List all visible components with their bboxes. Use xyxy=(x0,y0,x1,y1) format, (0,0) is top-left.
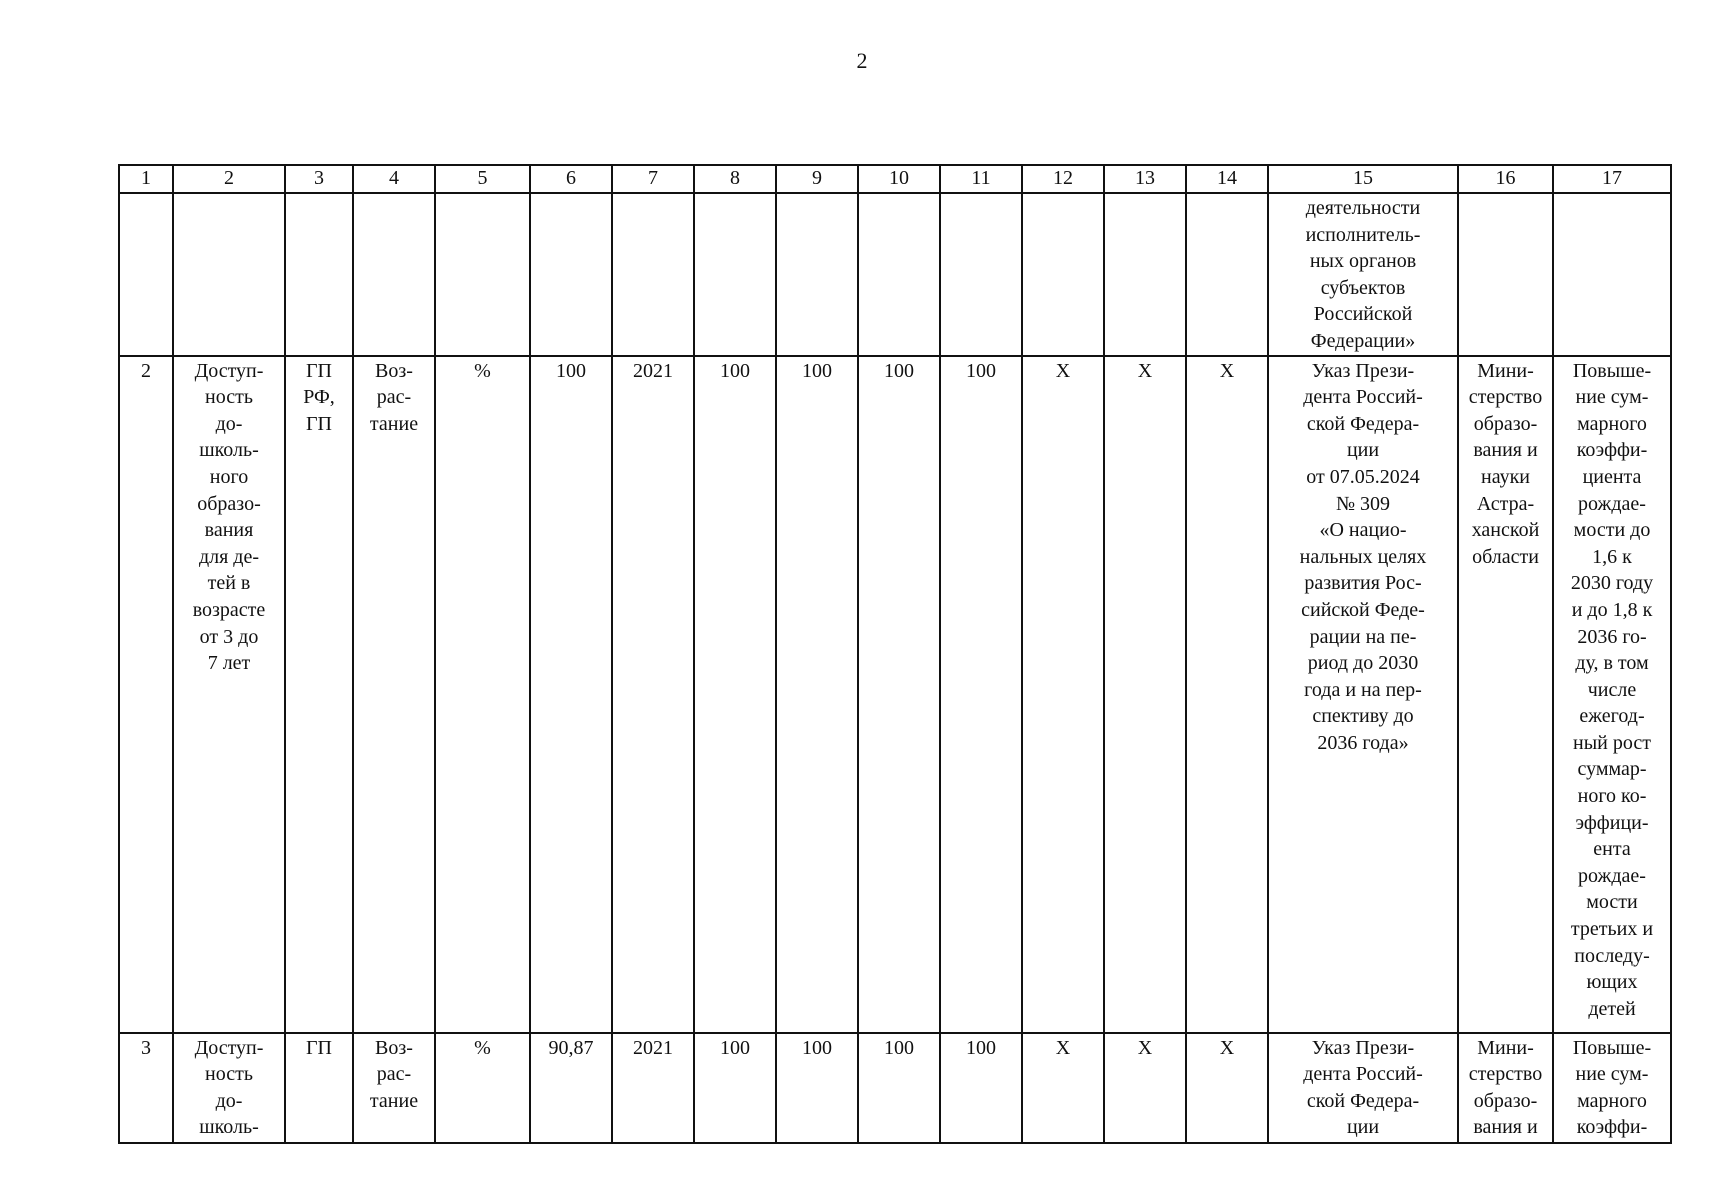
trend-cell: Воз- рас- тание xyxy=(353,356,435,1033)
table-cell xyxy=(776,193,858,356)
table-row xyxy=(119,356,1671,1033)
column-header: 16 xyxy=(1458,165,1553,193)
column-header: 5 xyxy=(435,165,530,193)
unit-cell: % xyxy=(435,356,530,1033)
value-cell: X xyxy=(1022,1033,1104,1143)
column-header: 4 xyxy=(353,165,435,193)
column-header: 10 xyxy=(858,165,940,193)
base-year-cell: 2021 xyxy=(612,356,694,1033)
column-number-row xyxy=(119,165,1671,193)
table-cell xyxy=(612,193,694,356)
column-header: 7 xyxy=(612,165,694,193)
value-cell: 100 xyxy=(694,356,776,1033)
column-header: 3 xyxy=(285,165,353,193)
column-header: 15 xyxy=(1268,165,1458,193)
base-value-cell: 90,87 xyxy=(530,1033,612,1143)
value-cell: 100 xyxy=(858,1033,940,1143)
row-number-cell: 2 xyxy=(119,356,173,1033)
table-row xyxy=(119,1033,1671,1143)
goal-link-cell: Повыше- ние сум- марного коэффи- циента рождае- мости до 1,6 к 2030 году и до 1,8 к 2036 го- ду, в том числе ежегод- ный рост суммар- ного ко- эффици- ента рождае- мости третьих и последу- ющих детей xyxy=(1553,356,1671,1033)
row-number-cell: 3 xyxy=(119,1033,173,1143)
legal-basis-cell: Указ Прези- дента Россий- ской Федера- ции от 07.05.2024 № 309 «О нацио- нальных целях развития Рос- сийской Феде- рации на пе- риод до 2030 года и на пер- спективу до 2036 года» xyxy=(1268,356,1458,1033)
value-cell: X xyxy=(1186,1033,1268,1143)
value-cell: X xyxy=(1104,1033,1186,1143)
trend-cell: Воз- рас- тание xyxy=(353,1033,435,1143)
page-number: 2 xyxy=(856,48,868,73)
table-cell xyxy=(858,193,940,356)
base-value-cell: 100 xyxy=(530,356,612,1033)
column-header: 13 xyxy=(1104,165,1186,193)
indicator-name-cell: Доступ- ность до- школь- xyxy=(173,1033,285,1143)
column-header: 6 xyxy=(530,165,612,193)
table-cell xyxy=(1104,193,1186,356)
value-cell: X xyxy=(1186,356,1268,1033)
value-cell: X xyxy=(1022,356,1104,1033)
value-cell: 100 xyxy=(694,1033,776,1143)
column-header: 12 xyxy=(1022,165,1104,193)
column-header: 9 xyxy=(776,165,858,193)
unit-cell: % xyxy=(435,1033,530,1143)
value-cell: 100 xyxy=(940,1033,1022,1143)
table-cell xyxy=(940,193,1022,356)
column-header: 17 xyxy=(1553,165,1671,193)
goal-link-cell: Повыше- ние сум- марного коэффи- xyxy=(1553,1033,1671,1143)
indicators-table xyxy=(118,164,1672,1144)
table-cell xyxy=(435,193,530,356)
responsible-body-cell: Мини- стерство образо- вания и науки Астра- ханской области xyxy=(1458,356,1553,1033)
column-header: 14 xyxy=(1186,165,1268,193)
indicator-name-cell: Доступ- ность до- школь- ного образо- вания для де- тей в возрасте от 3 до 7 лет xyxy=(173,356,285,1033)
table-cell xyxy=(1553,193,1671,356)
table-cell xyxy=(694,193,776,356)
base-year-cell: 2021 xyxy=(612,1033,694,1143)
value-cell: 100 xyxy=(776,1033,858,1143)
table-cell xyxy=(1186,193,1268,356)
value-cell: X xyxy=(1104,356,1186,1033)
table-row xyxy=(119,193,1671,356)
table-cell xyxy=(353,193,435,356)
table-cell xyxy=(119,193,173,356)
column-header: 2 xyxy=(173,165,285,193)
column-header: 11 xyxy=(940,165,1022,193)
table-cell xyxy=(285,193,353,356)
column-header: 8 xyxy=(694,165,776,193)
table-cell xyxy=(530,193,612,356)
value-cell: 100 xyxy=(858,356,940,1033)
legal-basis-cell: деятельности исполнитель- ных органов субъектов Российской Федерации» xyxy=(1268,193,1458,356)
responsible-body-cell: Мини- стерство образо- вания и xyxy=(1458,1033,1553,1143)
legal-basis-cell: Указ Прези- дента Россий- ской Федера- ции xyxy=(1268,1033,1458,1143)
indicator-level-cell: ГП xyxy=(285,1033,353,1143)
table-cell xyxy=(173,193,285,356)
table-cell xyxy=(1458,193,1553,356)
value-cell: 100 xyxy=(940,356,1022,1033)
indicator-level-cell: ГП РФ, ГП xyxy=(285,356,353,1033)
table-cell xyxy=(1022,193,1104,356)
column-header: 1 xyxy=(119,165,173,193)
value-cell: 100 xyxy=(776,356,858,1033)
